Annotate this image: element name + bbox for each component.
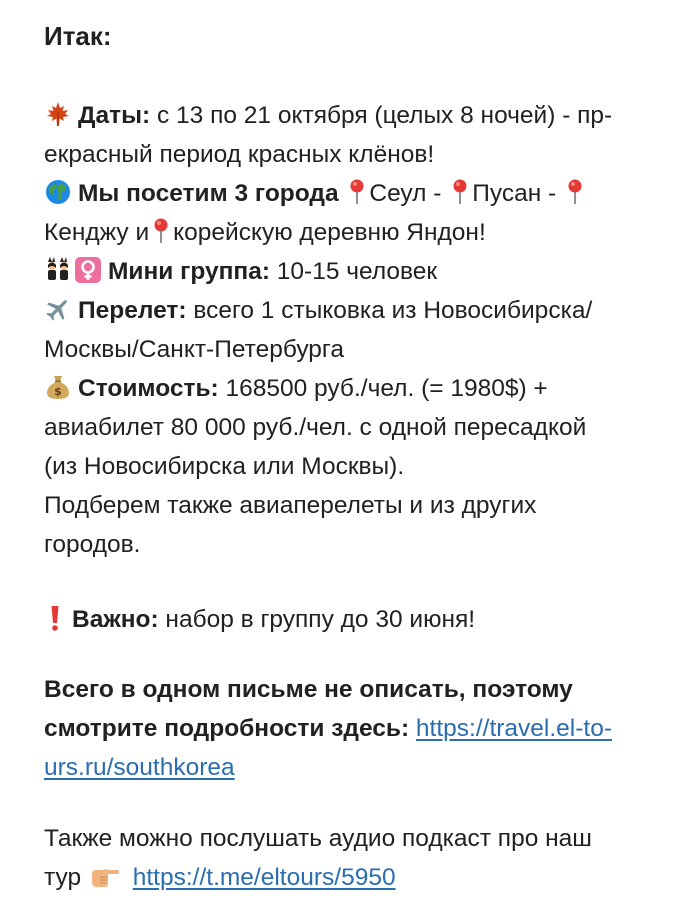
cities-label: Мы посетим 3 города (78, 180, 339, 207)
round-pushpin-icon (151, 217, 171, 245)
details-link-part2[interactable]: urs.ru/southkorea (44, 754, 235, 781)
dates-paragraph (44, 96, 640, 174)
details-text-line1: Всего в одном письме не описать, поэтому (44, 676, 573, 703)
exclamation-mark-icon (44, 604, 66, 632)
flight-text-line1: всего 1 стыковка из Новосибирска/ (186, 297, 593, 324)
city-busan: Пусан - (472, 180, 557, 207)
cost-paragraph (44, 369, 640, 564)
city-village: корейскую деревню Яндон! (173, 219, 486, 246)
podcast-text-line1: Также можно послушать аудио подкаст про наш (44, 825, 592, 852)
dates-text-line2: екрасный период красных клёнов! (44, 141, 435, 168)
dates-text-line1: с 13 по 21 октября (целых 8 ночей) - пр- (150, 102, 613, 129)
important-paragraph (44, 600, 640, 639)
intro-heading: Итак: (44, 21, 112, 51)
cost-text-line1: 168500 руб./чел. (= 1980$) + (218, 375, 548, 402)
city-kendzhu: Кенджу и (44, 219, 150, 246)
city-seoul: Сеул - (369, 180, 442, 207)
money-bag-icon (44, 373, 72, 401)
important-label: Важно: (72, 606, 159, 633)
globe-icon (44, 178, 72, 206)
podcast-paragraph (44, 819, 640, 897)
cities-paragraph (44, 174, 640, 252)
women-with-bunny-ears-icon (44, 256, 72, 284)
maple-leaf-icon (44, 100, 72, 128)
details-paragraph (44, 670, 640, 787)
cost-text-line4: Подберем также авиаперелеты и из других (44, 492, 537, 519)
round-pushpin-icon (450, 178, 470, 206)
cost-text-line2: авиабилет 80 000 руб./чел. с одной пересадкой (44, 414, 587, 441)
group-text: 10-15 человек (270, 258, 438, 285)
airplane-icon (44, 295, 72, 323)
cost-text-line3: (из Новосибирска или Москвы). (44, 453, 405, 480)
dates-label: Даты: (78, 102, 151, 129)
female-sign-icon (74, 256, 102, 284)
podcast-link[interactable]: https://t.me/eltours/5950 (132, 864, 396, 891)
flight-text-line2: Москвы/Санкт-Петербурга (44, 336, 344, 363)
backhand-index-pointing-right-icon (90, 862, 120, 890)
flight-paragraph (44, 291, 640, 369)
cost-label: Стоимость: (78, 375, 219, 402)
cost-text-line5: городов. (44, 531, 141, 558)
flight-label: Перелет: (78, 297, 187, 324)
details-link-part1[interactable]: https://travel.el-to- (415, 715, 612, 742)
svg-text:$: $ (54, 385, 62, 398)
important-text: набор в группу до 30 июня! (158, 606, 476, 633)
group-paragraph (44, 252, 640, 291)
details-text-line2: смотрите подробности здесь: (44, 715, 410, 742)
round-pushpin-icon (565, 178, 585, 206)
podcast-text-line2: тур (44, 864, 82, 891)
round-pushpin-icon (347, 178, 367, 206)
group-label: Мини группа: (108, 258, 270, 285)
